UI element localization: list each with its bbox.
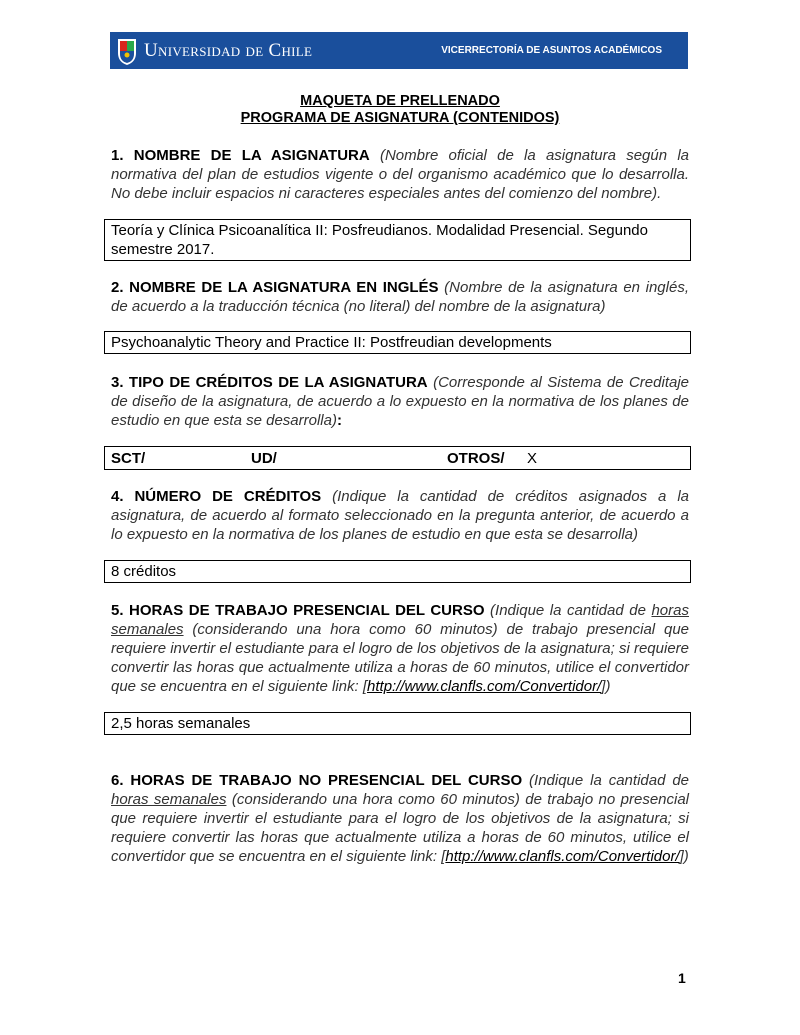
section-3 — [111, 373, 689, 470]
sct-label: SCT/ — [111, 450, 146, 467]
title-line-1: MAQUETA DE PRELLENADO — [300, 93, 500, 109]
section-5-converter-link[interactable]: http://www.clanfls.com/Convertidor/ — [367, 678, 602, 695]
section-1 — [111, 146, 689, 261]
section-4-question: 4. NÚMERO DE CRÉDITOS (Indique la cantidad de créditos asignados a la asignatura, de acuerdo al formato seleccionado en la pregunta anterior, de acuerdo a lo expuesto en la normativa de los planes de estudio en que esta se desarrolla) — [111, 488, 690, 543]
section-2-question: 2. NOMBRE DE LA ASIGNATURA EN INGLÉS (Nombre de la asignatura en inglés, de acuerdo a la traducción técnica (no literal) del nombre de la asignatura) — [111, 279, 689, 315]
section-2 — [111, 278, 689, 354]
vicerrectoria-label: VICERRECTORÍA DE ASUNTOS ACADÉMICOS — [441, 45, 662, 56]
document-body — [111, 93, 689, 866]
section-3-question: 3. TIPO DE CRÉDITOS DE LA ASIGNATURA (Corresponde al Sistema de Creditaje de diseño de la asignatura, de acuerdo a lo expuesto en la normativa de los planes de estudio en que esta se desarrolla): — [111, 374, 690, 429]
title-line-2: PROGRAMA DE ASIGNATURA (CONTENIDOS) — [240, 110, 560, 126]
ud-label: UD/ — [251, 450, 277, 467]
section-1-answer-box: Teoría y Clínica Psicoanalítica II: Posfreudianos. Modalidad Presencial. Segundo semestre 2017. — [104, 219, 691, 261]
section-6-converter-link[interactable]: http://www.clanfls.com/Convertidor/ — [445, 848, 680, 865]
otros-mark: X — [527, 450, 538, 467]
section-5 — [111, 601, 689, 735]
header-banner — [110, 32, 688, 69]
section-6-question: 6. HORAS DE TRABAJO NO PRESENCIAL DEL CURSO (Indique la cantidad de horas semanales (considerando una hora como 60 minutos) de trabajo no presencial que requiere invertir el estudiante para el logro de los objetivos de la asignatura; si requiere convertir las horas que actualmente utiliza a horas de 60 minutos, utilice el convertidor que se encuentra en el siguiente link: [http://www.clanfls.com/Convertidor/]) — [111, 772, 690, 865]
section-2-answer-box: Psychoanalytic Theory and Practice II: Postfreudian developments — [104, 331, 691, 354]
university-name: Universidad de Chile — [144, 40, 313, 61]
document-title — [111, 93, 689, 127]
university-shield-icon — [116, 35, 138, 66]
section-4 — [111, 487, 689, 583]
section-6 — [111, 771, 689, 866]
page-number: 1 — [678, 970, 686, 986]
section-1-question: 1. NOMBRE DE LA ASIGNATURA (Nombre oficial de la asignatura según la normativa del plan de estudios vigente o del organismo académico que lo desarrolla. No debe incluir espacios ni caracteres especiales antes del comienzo del nombre). — [111, 147, 689, 202]
otros-label: OTROS/ — [447, 450, 505, 467]
section-5-answer-box: 2,5 horas semanales — [104, 712, 691, 735]
section-4-answer-box: 8 créditos — [104, 560, 691, 583]
section-5-question: 5. HORAS DE TRABAJO PRESENCIAL DEL CURSO (Indique la cantidad de horas semanales (considerando una hora como 60 minutos) de trabajo presencial que requiere invertir el estudiante para el logro de los objetivos de la asignatura; si requiere convertir las horas que actualmente utiliza a horas de 60 minutos, utilice el convertidor que se encuentra en el siguiente link: [http://www.clanfls.com/Convertidor/]) — [111, 602, 689, 695]
section-3-credit-type-box — [104, 446, 691, 470]
